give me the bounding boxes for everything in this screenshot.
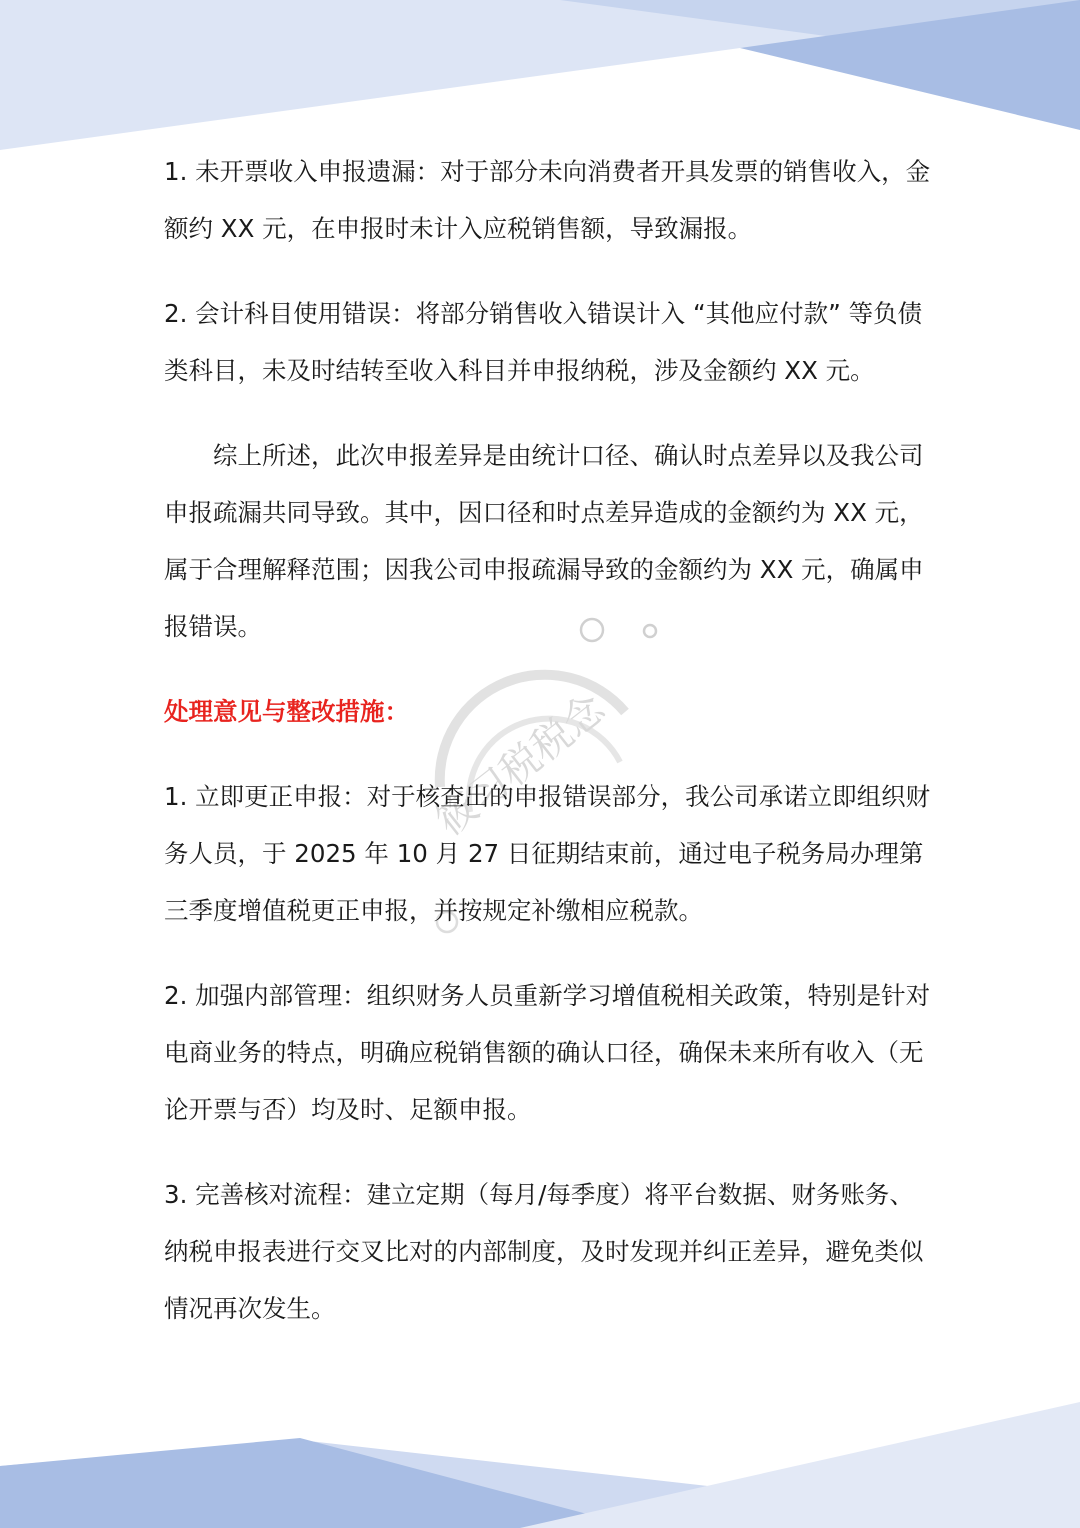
document-body <box>164 143 934 1365</box>
summary-paragraph: 综上所述，此次申报差异是由统计口径、确认时点差异以及我公司申报疏漏共同导致。其中，因口径和时点差异造成的金额约为 XX 元，属于合理解释范围；因我公司申报疏漏导致的金额约为 XX 元，确属申报错误。 <box>164 441 924 641</box>
list-item-unbilled-income: 1. 未开票收入申报遗漏：对于部分未向消费者开具发票的销售收入，金额约 XX 元，在申报时未计入应税销售额，导致漏报。 <box>164 157 931 243</box>
watermark-text: 筱习税税念 <box>427 685 614 845</box>
measure-immediate-correction: 1. 立即更正申报：对于核查出的申报错误部分，我公司承诺立即组织财务人员，于 2025 年 10 月 27 日征期结束前，通过电子税务局办理第三季度增值税更正申报，并按规定补缴相应税款。 <box>164 782 931 925</box>
measure-reconciliation-process: 3. 完善核对流程：建立定期（每月/每季度）将平台数据、财务账务、纳税申报表进行交叉比对的内部制度，及时发现并纠正差异，避免类似情况再次发生。 <box>164 1180 924 1323</box>
measure-internal-management: 2. 加强内部管理：组织财务人员重新学习增值税相关政策，特别是针对电商业务的特点，明确应税销售额的确认口径，确保未来所有收入（无论开票与否）均及时、足额申报。 <box>164 981 931 1124</box>
list-item-account-error: 2. 会计科目使用错误：将部分销售收入错误计入 “其他应付款” 等负债类科目，未及时结转至收入科目并申报纳税，涉及金额约 XX 元。 <box>164 299 923 385</box>
section-heading: 处理意见与整改措施： <box>164 697 409 726</box>
